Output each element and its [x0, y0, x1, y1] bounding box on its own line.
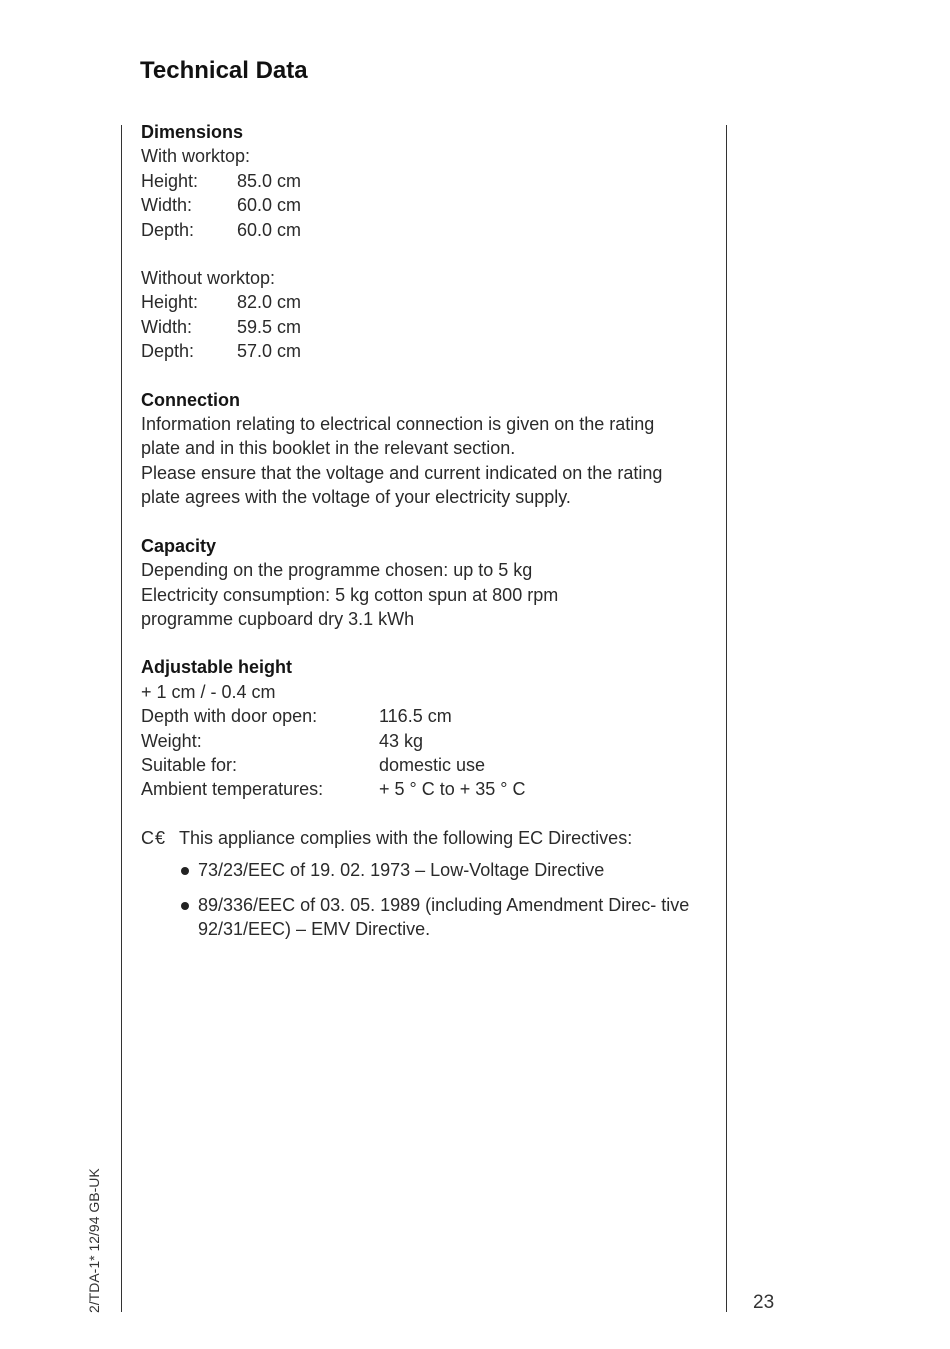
spec-value: 43 kg — [379, 730, 424, 751]
page-number: 23 — [753, 1292, 775, 1313]
right-margin-rule — [726, 125, 727, 1312]
directive-text: 89/336/EEC of 03. 05. 1989 (including Amendment Direc- tive 92/31/EEC) – EMV Directive. — [198, 894, 690, 939]
spec-label: Suitable for: — [141, 754, 238, 775]
spec-label: Depth with door open: — [141, 706, 318, 727]
bullet-icon — [181, 867, 189, 875]
spec-value: domestic use — [379, 754, 486, 775]
directives-intro-line — [141, 826, 721, 850]
spec-value: + 5 ° C to + 35 ° C — [379, 779, 526, 800]
spec-value: 60.0 cm — [237, 195, 302, 216]
bullet-icon — [181, 902, 189, 910]
spec-value: 116.5 cm — [379, 706, 452, 727]
technical-data-content — [141, 120, 721, 951]
spec-label: Depth: — [141, 219, 195, 240]
spec-label: Height: — [141, 292, 199, 313]
capacity-text-line: Depending on the programme chosen: up to 5 kg — [141, 560, 533, 581]
spec-value: 85.0 cm — [237, 170, 302, 191]
spec-value: 82.0 cm — [237, 292, 302, 313]
depth-door-open-row — [141, 704, 721, 728]
directives-list — [141, 858, 721, 941]
without-worktop-height-row — [141, 290, 721, 314]
spec-label: Depth: — [141, 341, 195, 362]
with-worktop-depth-row — [141, 218, 721, 242]
with-worktop-height-row — [141, 169, 721, 193]
directive-text: 73/23/EEC of 19. 02. 1973 – Low-Voltage Directive — [198, 860, 605, 881]
document-code: 2/TDA-1* 12/94 GB-UK — [86, 1168, 102, 1313]
connection-text-line: plate and in this booklet in the relevant section. — [141, 438, 516, 459]
spec-value: 60.0 cm — [237, 219, 302, 240]
directives-intro: This appliance complies with the following EC Directives: — [179, 827, 633, 848]
adjustable-height-section — [141, 655, 721, 801]
without-worktop-depth-row — [141, 339, 721, 363]
ce-mark-icon: C€ — [141, 827, 167, 848]
spec-value: 59.5 cm — [237, 316, 302, 337]
spec-label: Weight: — [141, 730, 202, 751]
adjustable-height-heading: Adjustable height — [141, 657, 293, 678]
list-item — [141, 893, 721, 942]
spec-label: Width: — [141, 316, 193, 337]
capacity-heading: Capacity — [141, 535, 217, 556]
without-worktop-label: Without worktop: — [141, 268, 276, 289]
connection-text-line: Please ensure that the voltage and current indicated on the rating — [141, 462, 663, 483]
connection-text-line: Information relating to electrical connection is given on the rating — [141, 414, 655, 435]
capacity-section — [141, 534, 721, 632]
ambient-temperatures-row — [141, 777, 721, 801]
with-worktop-width-row — [141, 193, 721, 217]
connection-text-line: plate agrees with the voltage of your electricity supply. — [141, 487, 571, 508]
spec-label: Ambient temperatures: — [141, 779, 324, 800]
capacity-text-line: Electricity consumption: 5 kg cotton spun at 800 rpm — [141, 584, 559, 605]
page-title: Technical Data — [140, 57, 308, 84]
capacity-text-line: programme cupboard dry 3.1 kWh — [141, 608, 415, 629]
left-margin-rule — [121, 125, 122, 1312]
spec-label: Height: — [141, 170, 199, 191]
with-worktop-label: With worktop: — [141, 146, 251, 167]
without-worktop-width-row — [141, 315, 721, 339]
dimensions-section — [141, 120, 721, 364]
list-item — [141, 858, 721, 882]
suitable-for-row — [141, 753, 721, 777]
adjustable-height-range: + 1 cm / - 0.4 cm — [141, 681, 276, 702]
spec-value: 57.0 cm — [237, 341, 302, 362]
spec-label: Width: — [141, 195, 193, 216]
weight-row — [141, 729, 721, 753]
connection-heading: Connection — [141, 389, 240, 410]
dimensions-heading: Dimensions — [141, 122, 244, 142]
connection-section — [141, 388, 721, 510]
directives-section — [141, 826, 721, 942]
